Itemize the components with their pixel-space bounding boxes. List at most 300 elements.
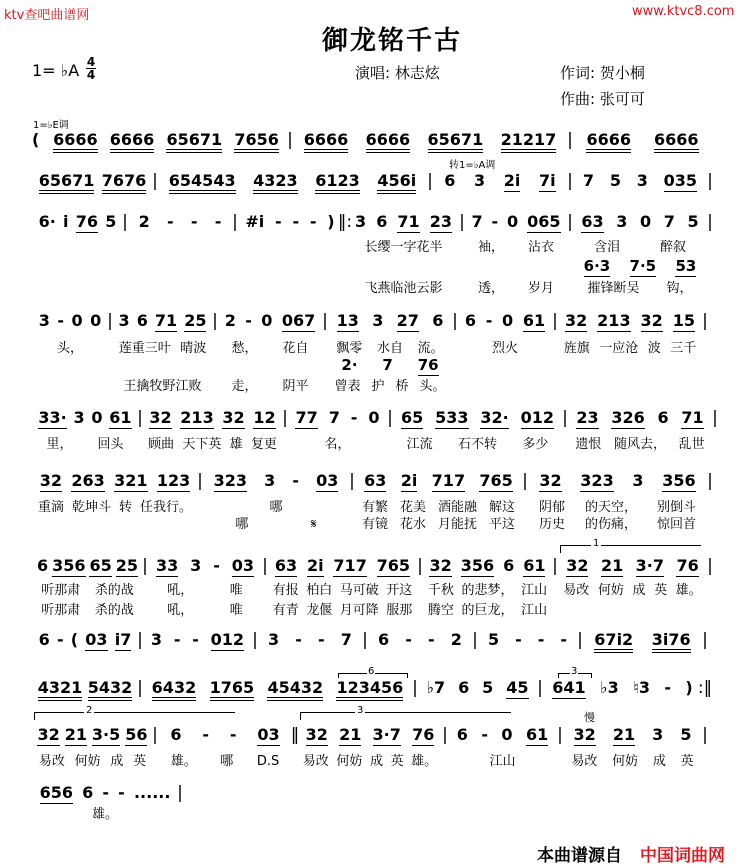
measure — [115, 312, 210, 332]
measure — [35, 557, 140, 577]
note-token: ) — [685, 678, 693, 697]
bar-line: | — [707, 556, 713, 576]
lyric-token: 哪 — [269, 500, 283, 515]
bar-line: | — [322, 311, 328, 331]
note-token: 6666 — [586, 131, 631, 153]
lyric-line — [269, 603, 416, 618]
note-token: 3 — [474, 171, 486, 190]
note-token: 6 — [657, 408, 669, 427]
note-token: 3 — [118, 311, 130, 330]
note-token: 5 — [105, 212, 117, 231]
note-token: 32 — [305, 725, 328, 744]
note-token: 71 — [154, 311, 178, 330]
note-token: 717 — [333, 556, 367, 575]
lyric-line — [559, 583, 706, 598]
note-token: 2i — [503, 171, 521, 190]
note-token: 33 — [155, 556, 179, 575]
lyric-token: 曾表 — [334, 379, 361, 394]
volta-number: 2 — [86, 705, 93, 716]
note-token: 21217 — [501, 131, 557, 153]
note-token: 765 — [479, 471, 513, 490]
volta-bracket-3 — [300, 712, 511, 720]
note-token: 356 — [52, 556, 86, 575]
alternate-notes — [574, 257, 706, 277]
measure — [35, 312, 105, 330]
measure — [130, 213, 230, 231]
lyric-token: 长缨一字花半 — [364, 240, 443, 255]
bar-line: | — [137, 630, 143, 650]
note-token: 32 — [149, 408, 172, 427]
lyric-line — [34, 754, 151, 769]
lyric-token: 三千 — [670, 341, 697, 356]
note-token: - — [118, 783, 125, 802]
lyric-token: 何妨 — [336, 754, 363, 769]
note-token: 32 — [539, 471, 562, 490]
note-token: 123 — [156, 471, 191, 490]
note-token: 6 — [464, 311, 476, 330]
note-token: 53 — [675, 257, 697, 275]
note-token: 77 — [295, 408, 318, 427]
lyric-line — [149, 583, 261, 598]
lyric-token: 成 — [110, 754, 124, 769]
note-token: 6· — [38, 212, 56, 231]
lyric-token: 历史 — [538, 517, 565, 532]
measure — [160, 726, 290, 746]
note-token: ...... — [133, 783, 171, 802]
measure — [467, 213, 565, 233]
lyric-token: 听那肃 — [41, 583, 81, 598]
note-token: 6 — [136, 311, 148, 330]
bar-line: | — [552, 311, 558, 331]
note-token: 67i2 — [594, 631, 633, 653]
lyric-token: 唯 — [229, 603, 243, 618]
bar-line: ‖ — [290, 725, 300, 745]
note-token: 3 — [268, 630, 280, 649]
alternate-notes — [329, 356, 451, 376]
lyric-token: 江山 — [521, 583, 548, 598]
note-token: 65 — [89, 556, 112, 575]
note-token: - — [318, 630, 325, 649]
note-token: 0 — [261, 311, 273, 330]
lyric-line — [449, 754, 556, 769]
lyric-token: 沾衣 — [527, 240, 554, 255]
note-token: 6·3 — [583, 257, 611, 275]
lyric-line — [114, 379, 211, 394]
lyric-token: 乱世 — [678, 437, 705, 452]
lyric-token: 平这 — [488, 517, 515, 532]
note-token: 213 — [597, 311, 631, 330]
lyric-line — [574, 281, 706, 296]
note-token: 03 — [85, 630, 108, 649]
time-signature — [86, 56, 96, 81]
note-token: 3·7 — [635, 556, 664, 575]
lyric-token: 飞燕临池云影 — [364, 281, 443, 296]
note-token: - — [295, 630, 302, 649]
lyric-token: 飘零 — [336, 341, 363, 356]
lyric-token: 江山 — [489, 754, 516, 769]
measure — [145, 679, 410, 701]
note-token: 035 — [663, 171, 698, 190]
note-token: 7676 — [102, 172, 147, 194]
note-token: 5 — [687, 212, 699, 231]
lyric-token: 腾空 — [427, 603, 454, 618]
note-token: 15 — [672, 311, 695, 330]
note-token: 6 — [458, 678, 470, 697]
note-token: 13 — [336, 311, 359, 330]
lyric-token: 乾坤斗 — [71, 500, 111, 515]
note-token: 56 — [125, 725, 148, 744]
note-token: 76 — [676, 556, 699, 575]
bar-line: | — [472, 630, 478, 650]
bar-line: | — [567, 212, 573, 232]
note-token: 32 — [39, 471, 62, 490]
note-token: 63 — [581, 212, 604, 231]
lyric-token: 天下英 — [182, 437, 222, 452]
key-signature: 1= ♭A — [32, 61, 80, 80]
note-token: 0 — [368, 408, 380, 427]
lyric-line — [204, 517, 348, 532]
measure — [290, 409, 385, 429]
note-token: i — [63, 212, 69, 231]
bar-line: | — [387, 408, 393, 428]
measure — [205, 472, 347, 492]
lyric-line — [564, 754, 701, 769]
lyric-token: 雄。 — [411, 754, 438, 769]
note-token: 0 — [639, 212, 652, 231]
note-token: 7 — [663, 212, 675, 231]
note-token: ♭3 — [600, 678, 619, 697]
note-token: 7·5 — [629, 257, 657, 275]
lyric-token: 袖， — [477, 240, 504, 255]
note-token: 61 — [109, 408, 132, 427]
note-token: 76 — [417, 356, 439, 374]
note-token: 12 — [253, 408, 276, 427]
measure — [47, 131, 285, 153]
note-token: 0 — [91, 408, 103, 427]
measure — [575, 172, 705, 192]
note-token: 012 — [520, 408, 555, 427]
lyric-line — [329, 341, 451, 356]
time-signature-top: 4 — [86, 55, 96, 69]
time-signature-bottom: 4 — [86, 68, 96, 82]
lyric-line — [569, 437, 711, 452]
lyric-line — [144, 437, 281, 452]
note-token: 7 — [328, 408, 340, 427]
note-token: 356 — [662, 471, 696, 490]
measure — [35, 409, 135, 429]
note-token: 32 — [564, 311, 588, 330]
lyric-token: 易改 — [571, 754, 598, 769]
measure — [145, 631, 250, 651]
site-watermark-right: www.ktvc8.com — [632, 4, 735, 19]
note-token: 3 — [190, 556, 202, 575]
lyric-line — [269, 583, 416, 598]
lyric-token: 何妨 — [74, 754, 101, 769]
note-token: - — [664, 678, 672, 697]
key-change-mark: 1=♭E调 — [33, 120, 69, 131]
lyric-token: 含泪 — [593, 240, 620, 255]
lyric-token: 江流 — [406, 437, 433, 452]
note-token: 6 — [503, 556, 515, 575]
note-token: 3 — [632, 471, 644, 490]
bar-line: | — [212, 311, 218, 331]
lyric-token: 易改 — [38, 754, 65, 769]
measure — [35, 213, 120, 233]
note-token: 03 — [316, 471, 339, 490]
note-token: - — [173, 630, 181, 649]
bar-line: | — [712, 408, 718, 428]
measure — [585, 631, 700, 653]
bar-line: | — [142, 556, 148, 576]
bar-line: | — [122, 212, 128, 232]
measure — [560, 312, 700, 332]
measure — [145, 409, 280, 429]
note-token: - — [491, 212, 499, 231]
note-token: 7 — [382, 356, 393, 374]
note-token: 6 — [456, 725, 468, 744]
lyric-token: 杀的战 — [94, 603, 134, 618]
lyric-line — [459, 341, 551, 356]
lyric-token: 服那 — [386, 603, 413, 618]
lyric-token: 花美 — [399, 500, 426, 515]
note-token: 3 — [150, 630, 163, 649]
note-token: 5432 — [88, 679, 133, 701]
note-token: 21 — [612, 725, 636, 744]
lyric-line — [299, 754, 441, 769]
note-token: 5 — [680, 725, 692, 744]
note-token: 65 — [400, 408, 424, 427]
bar-line: | — [459, 212, 465, 232]
lyric-token: 听那肃 — [41, 603, 81, 618]
lyric-line — [356, 500, 521, 515]
bar-line: | — [552, 556, 558, 576]
lyric-token: 惊回首 — [656, 517, 696, 532]
note-token: 326 — [611, 408, 645, 427]
note-token: 45432 — [267, 679, 323, 701]
note-token: 76 — [75, 212, 99, 231]
lyric-token: 英 — [133, 754, 147, 769]
tuplet-number: 6 — [368, 666, 375, 677]
bar-line: | — [702, 311, 708, 331]
measure — [295, 131, 565, 153]
measure — [300, 726, 440, 746]
note-token: 7 — [471, 212, 483, 231]
measure — [480, 631, 575, 649]
lyric-token: 有繁 — [361, 500, 388, 515]
lyric-token: 走， — [231, 379, 258, 394]
bar-line: | — [349, 471, 355, 491]
note-token: 323 — [580, 471, 614, 490]
lyric-line — [114, 341, 211, 356]
note-token: 0 — [502, 311, 514, 330]
measure — [160, 172, 425, 194]
note-token: 63 — [274, 556, 298, 575]
note-token: 2 — [138, 212, 150, 231]
bar-line: | — [452, 311, 458, 331]
measure — [450, 726, 555, 746]
note-token: 656 — [39, 783, 73, 802]
lyric-token: 里， — [46, 437, 73, 452]
bar-line: | — [177, 783, 183, 803]
note-token: 32 — [429, 556, 452, 575]
note-token: - — [292, 471, 299, 490]
lyric-line — [574, 240, 706, 255]
lyric-token: 月可降 — [339, 603, 379, 618]
note-token: 067 — [281, 311, 316, 330]
note-token: - — [57, 311, 64, 330]
tempo-mark: 慢 — [584, 711, 595, 724]
measure — [420, 679, 535, 699]
bar-line: | — [557, 725, 563, 745]
note-token: 65671 — [166, 131, 222, 153]
measure — [530, 472, 705, 492]
lyric-token: 回头 — [97, 437, 124, 452]
lyric-token: 的巨龙， — [461, 603, 514, 618]
note-token: 6666 — [110, 131, 155, 153]
note-token: - — [485, 311, 493, 330]
note-token: 0 — [507, 212, 519, 231]
note-token: - — [350, 408, 358, 427]
note-token: 2 — [224, 311, 236, 330]
bar-line: | — [702, 630, 708, 650]
note-token: 654543 — [169, 172, 236, 194]
note-token: 6666 — [654, 131, 699, 153]
note-token: 0 — [501, 725, 513, 744]
lyric-line — [349, 281, 458, 296]
bar-line: | — [577, 630, 583, 650]
note-token: 5 — [609, 171, 621, 190]
note-token: 71 — [681, 408, 704, 427]
lyric-line — [34, 583, 141, 598]
lyric-token: 江山 — [521, 603, 548, 618]
note-token: 03 — [257, 725, 280, 744]
lyric-token: 何妨 — [597, 583, 624, 598]
lyric-token: 唯 — [229, 583, 243, 598]
note-token: ) — [327, 212, 335, 231]
measure — [545, 679, 700, 699]
lyric-line — [529, 517, 706, 532]
note-token: - — [560, 630, 567, 649]
note-token: 25 — [115, 556, 138, 575]
measure — [370, 631, 470, 649]
note-token: 641 — [552, 678, 586, 697]
lyric-token: 雄 — [229, 437, 243, 452]
bar-line: :‖ — [697, 678, 713, 698]
note-token: 76 — [412, 725, 435, 744]
note-token: 6 — [378, 630, 390, 649]
bar-line: | — [707, 471, 713, 491]
lyric-token: 阴平 — [282, 379, 309, 394]
note-token: 7i — [539, 171, 556, 190]
measure — [35, 784, 175, 804]
note-token: - — [214, 212, 222, 231]
note-token: 65671 — [428, 131, 484, 153]
lyric-token: 的悲梦， — [461, 583, 514, 598]
bar-line: | — [107, 311, 113, 331]
lyric-token: 有报 — [272, 583, 299, 598]
lyric-token: 石不转 — [457, 437, 497, 452]
note-token: 63 — [364, 471, 387, 490]
measure — [425, 557, 550, 577]
volta-bracket-2 — [34, 712, 235, 720]
note-token: - — [102, 783, 110, 802]
note-token: 3·5 — [91, 725, 121, 744]
volta-bracket-1 — [560, 545, 701, 553]
lyric-token: 解这 — [488, 500, 515, 515]
note-token: 3 — [355, 212, 367, 231]
bar-line: | — [252, 630, 258, 650]
lyric-token: 醉叙 — [659, 240, 686, 255]
lyric-token: 英 — [654, 583, 668, 598]
note-token: - — [229, 725, 237, 744]
note-token: 7656 — [234, 131, 279, 153]
note-token: 456i — [377, 172, 416, 194]
lyric-token: 的天空， — [584, 500, 637, 515]
lyric-line — [219, 379, 321, 394]
measure — [260, 631, 360, 649]
bar-line: | — [417, 556, 423, 576]
note-token: 33· — [38, 408, 67, 427]
note-token: 6666 — [304, 131, 349, 153]
note-token: 23 — [576, 408, 599, 427]
note-token: 321 — [114, 471, 148, 490]
measure — [350, 213, 457, 233]
note-token: - — [166, 212, 174, 231]
note-token: - — [213, 556, 220, 575]
volta-number: 1 — [593, 538, 600, 549]
note-token: 123456 — [336, 679, 403, 701]
lyric-token: 柏白 — [306, 583, 333, 598]
note-token: 27 — [396, 311, 419, 330]
note-token: - — [309, 212, 317, 231]
lyric-line — [329, 379, 451, 394]
lyric-token: 杀的战 — [94, 583, 134, 598]
measure — [570, 409, 710, 429]
measure — [35, 172, 150, 194]
lyric-line — [424, 603, 551, 618]
measure — [35, 631, 135, 651]
note-token: 2· — [341, 356, 358, 374]
source-site-name: 中国词曲网 — [640, 846, 725, 866]
measure — [575, 131, 710, 153]
note-token: 32 — [37, 725, 60, 744]
note-token: 6 — [36, 556, 49, 575]
bar-line: | — [152, 171, 158, 191]
bar-line: | — [522, 471, 528, 491]
note-token: 3 — [616, 212, 628, 231]
note-token: 03 — [231, 556, 255, 575]
lyric-token: 随风去， — [613, 437, 666, 452]
note-token: i7 — [114, 630, 132, 649]
measure — [435, 172, 565, 192]
lyric-token: 水自 — [376, 341, 403, 356]
measure — [460, 312, 550, 332]
lyric-token: 王擒牧野江败 — [123, 379, 202, 394]
lyric-token: 雄。 — [170, 754, 197, 769]
bar-line: | — [707, 212, 713, 232]
note-token: 6 — [444, 171, 456, 190]
lyric-token: 摧锋断吴 — [587, 281, 640, 296]
measure — [35, 679, 135, 701]
lyric-token: 何妨 — [612, 754, 639, 769]
note-token: 45 — [506, 678, 529, 697]
measure — [35, 726, 150, 746]
lyric-token: 千秋 — [427, 583, 454, 598]
note-token: ♭7 — [426, 678, 446, 697]
note-token: 6 — [38, 630, 50, 649]
lyric-line — [219, 341, 321, 356]
lyric-token: 哪 — [235, 517, 249, 532]
